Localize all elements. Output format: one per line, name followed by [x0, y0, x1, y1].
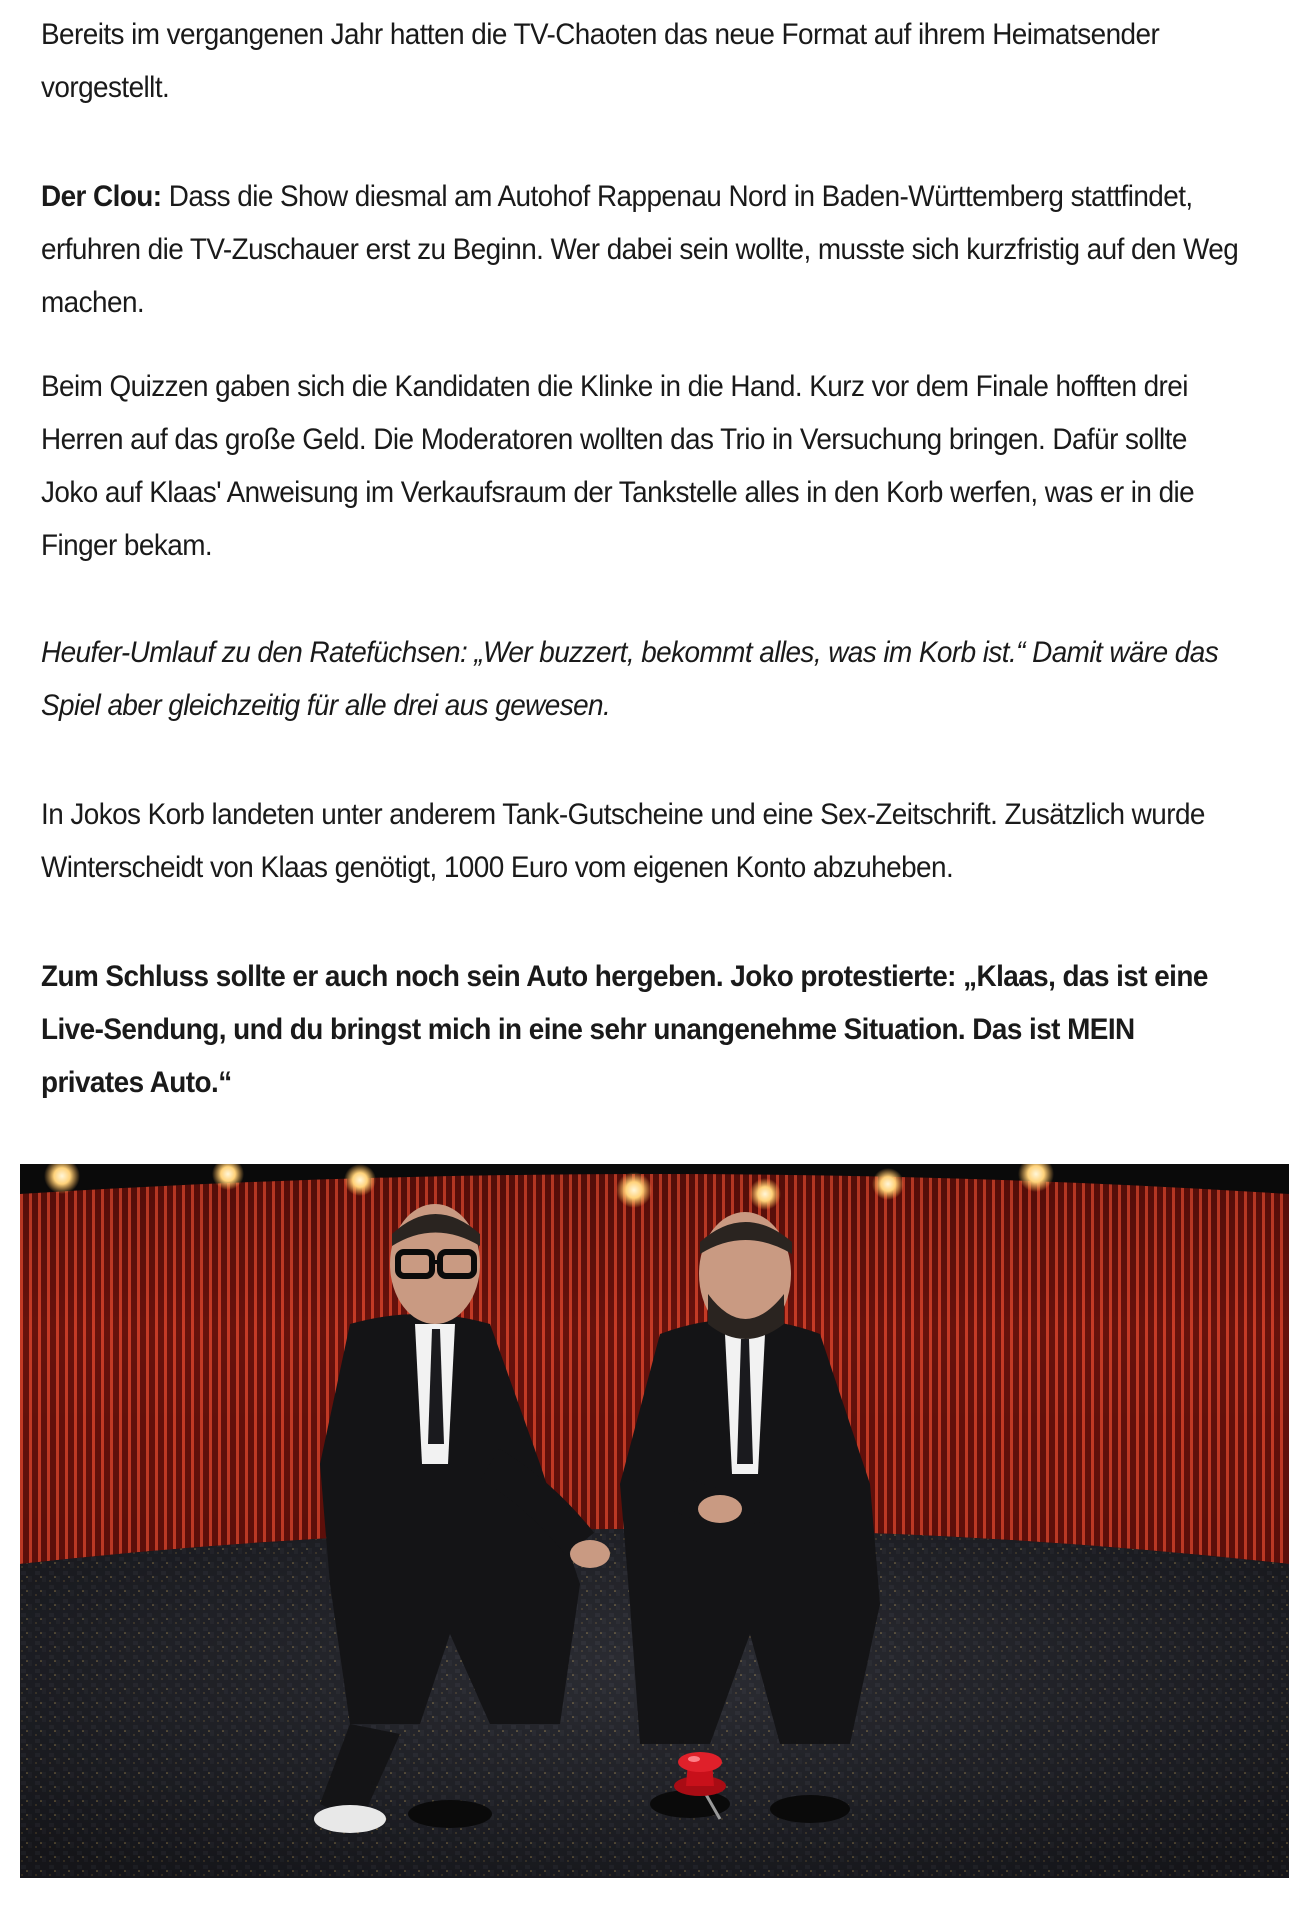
paragraph-clou-text: Dass die Show diesmal am Autohof Rappenau Nord in Baden-Württemberg stattfindet, erfuhren die TV-Zuschauer erst zu Beginn. Wer dabei sein wollte, musste sich kurzfristig auf den Weg machen.	[41, 180, 1239, 319]
paragraph-auto-bold: Zum Schluss sollte er auch noch sein Auto hergeben. Joko protestierte: „Klaas, das ist eine Live-Sendung, und du bringst mich in eine sehr unangenehme Situation. Das ist MEIN privates Auto.“	[41, 960, 1208, 1099]
paragraph-quiz: Beim Quizzen gaben sich die Kandidaten die Klinke in die Hand. Kurz vor dem Finale hofften drei Herren auf das große Geld. Die Moderatoren wollten das Trio in Versuchung bringen. Dafür sollte Joko auf Klaas' Anweisung im Verkaufsraum der Tankstelle alles in den Korb werfen, was er in die Finger bekam.	[41, 370, 1195, 562]
paragraph-clou-lead: Der Clou:	[41, 180, 162, 213]
hero-photo-illustration	[20, 1164, 1289, 1878]
paragraph-quote-italic: Heufer-Umlauf zu den Ratefüchsen: „Wer buzzert, bekommt alles, was im Korb ist.“ Damit wäre das Spiel aber gleichzeitig für alle drei aus gewesen.	[41, 636, 1219, 722]
paragraph-intro: Bereits im vergangenen Jahr hatten die TV-Chaoten das neue Format auf ihrem Heimatsender vorgestellt.	[41, 18, 1160, 104]
paragraph-clou	[41, 170, 1241, 329]
hero-photo	[20, 1164, 1289, 1878]
paragraph-korb: In Jokos Korb landeten unter anderem Tank-Gutscheine und eine Sex-Zeitschrift. Zusätzlich wurde Winterscheidt von Klaas genötigt, 1000 Euro vom eigenen Konto abzuheben.	[41, 798, 1205, 884]
